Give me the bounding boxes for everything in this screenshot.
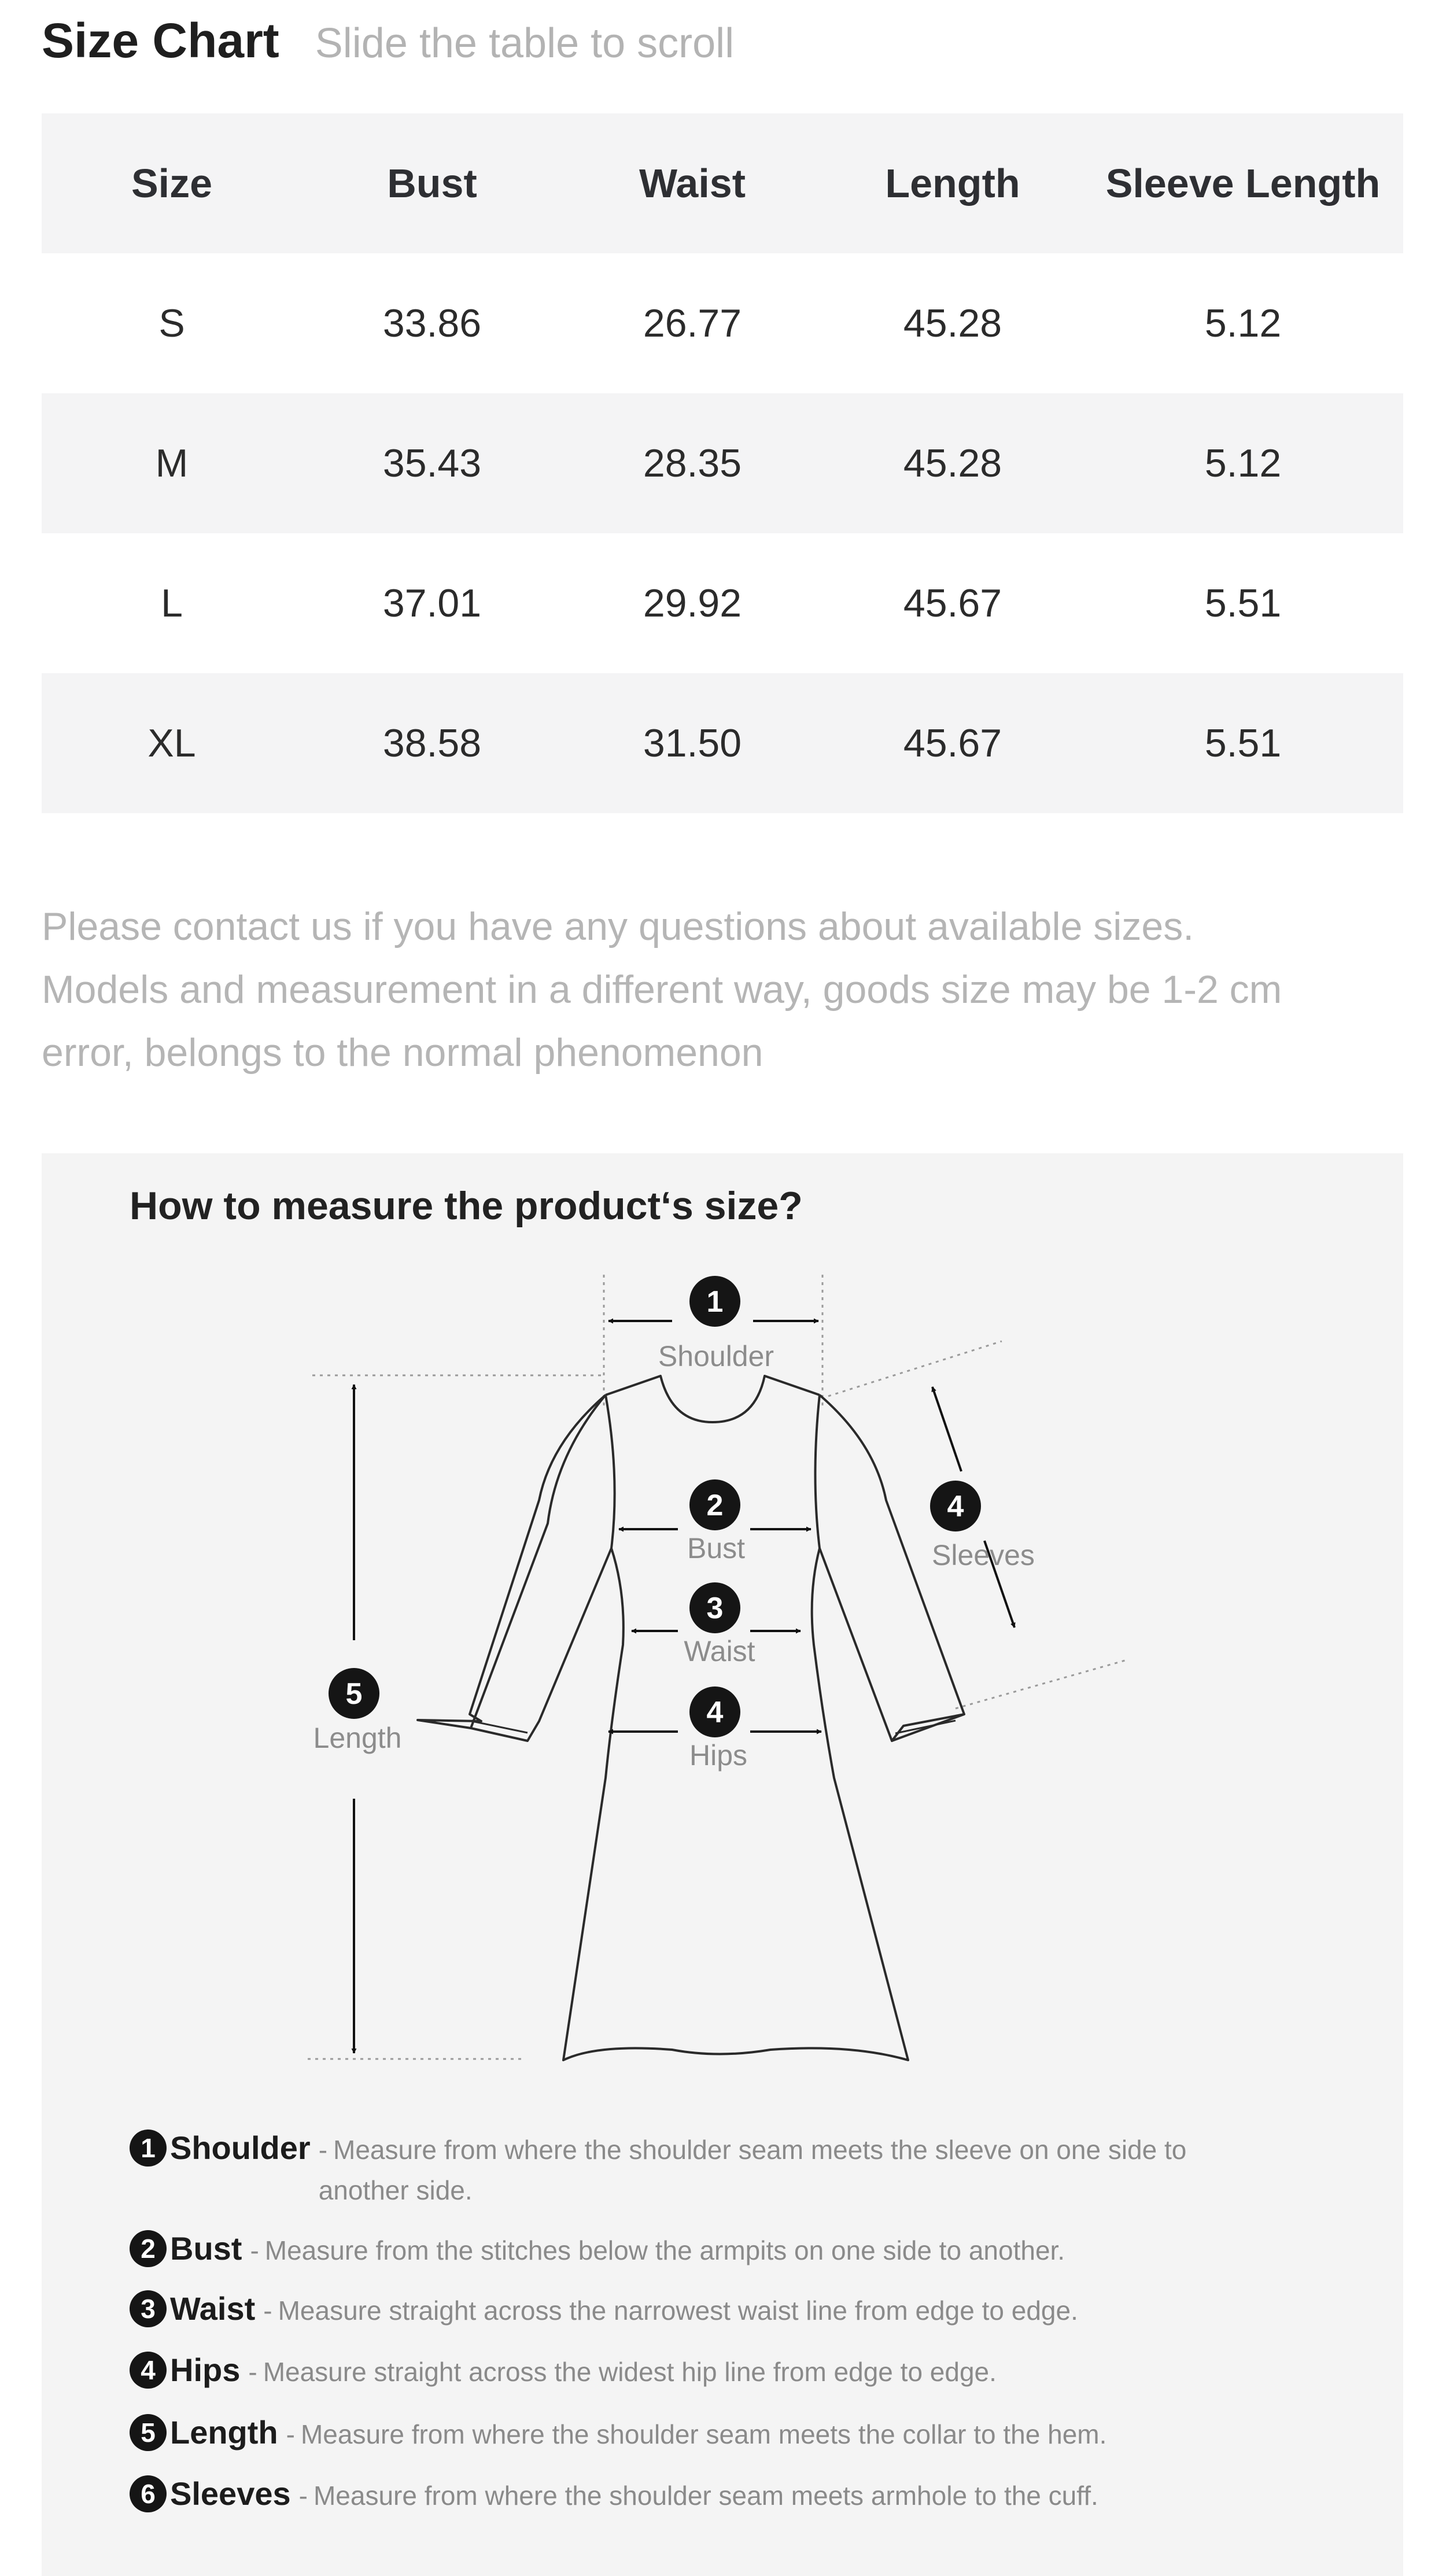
table-cell: 28.35 bbox=[643, 441, 742, 485]
legend-desc-text: Measure from where the shoulder seam meets the collar to the hem. bbox=[300, 2419, 1107, 2449]
column-header-size: Size bbox=[131, 161, 213, 206]
shoulder-label: Shoulder bbox=[658, 1340, 774, 1372]
legend-name: Shoulder bbox=[170, 2130, 311, 2166]
legend-badge: 1 bbox=[130, 2130, 167, 2167]
legend-item bbox=[130, 2352, 1373, 2392]
table-cell: S bbox=[158, 301, 185, 345]
table-row bbox=[42, 673, 1403, 813]
legend-item bbox=[130, 2130, 1373, 2210]
legend-desc: - Measure from where the shoulder seam meets armhole to the cuff. bbox=[298, 2481, 1098, 2511]
table-row bbox=[42, 253, 1403, 393]
legend-desc-text-continued: another side. bbox=[318, 2175, 473, 2205]
size-table[interactable] bbox=[42, 113, 1403, 813]
size-chart-header bbox=[42, 6, 734, 75]
table-cell: 37.01 bbox=[382, 581, 482, 625]
legend-name: Waist bbox=[170, 2290, 256, 2327]
sleeves-badge-number: 4 bbox=[947, 1490, 964, 1523]
table-row bbox=[42, 393, 1403, 533]
table-cell: 5.51 bbox=[1204, 721, 1282, 765]
table-cell: 5.12 bbox=[1204, 301, 1282, 345]
table-row bbox=[42, 533, 1403, 673]
legend-desc: - Measure from where the shoulder seam meets the sleeve on one side to another side. bbox=[318, 2135, 1187, 2205]
legend-item bbox=[130, 2414, 1373, 2455]
table-cell: 31.50 bbox=[643, 721, 742, 765]
hips-label: Hips bbox=[689, 1739, 748, 1772]
legend-desc: - Measure from where the shoulder seam meets the collar to the hem. bbox=[286, 2419, 1107, 2449]
column-header-length: Length bbox=[885, 161, 1020, 206]
notice-line: Please contact us if you have any questions about available sizes. bbox=[42, 905, 1194, 949]
legend-desc-text: Measure from where the shoulder seam meets armhole to the cuff. bbox=[313, 2481, 1098, 2511]
legend-desc-text: Measure straight across the narrowest waist line from edge to edge. bbox=[278, 2295, 1078, 2326]
legend-badge: 4 bbox=[130, 2352, 167, 2389]
notice-line: Models and measurement in a different way, goods size may be 1-2 cm bbox=[42, 968, 1282, 1012]
sleeves-label: Sleeves bbox=[932, 1539, 1035, 1571]
table-cell: 5.12 bbox=[1204, 441, 1282, 485]
size-notice bbox=[42, 895, 1418, 1084]
table-cell: 38.58 bbox=[382, 721, 482, 765]
column-header-waist: Waist bbox=[639, 161, 746, 206]
table-header-row bbox=[42, 113, 1403, 253]
table-cell: 35.43 bbox=[382, 441, 482, 485]
legend-badge: 2 bbox=[130, 2230, 167, 2267]
table-cell: M bbox=[155, 441, 189, 485]
legend-item bbox=[130, 2290, 1373, 2331]
scroll-hint: Slide the table to scroll bbox=[315, 20, 735, 67]
legend-name: Length bbox=[170, 2414, 278, 2450]
length-badge-number: 5 bbox=[345, 1677, 363, 1711]
diagram-badges bbox=[329, 1276, 981, 1737]
legend-badge: 5 bbox=[130, 2414, 167, 2451]
legend-item bbox=[130, 2475, 1373, 2516]
table-cell: 45.28 bbox=[903, 441, 1002, 485]
bust-badge-number: 2 bbox=[706, 1489, 724, 1522]
hips-badge-number: 4 bbox=[706, 1696, 724, 1729]
legend-desc-text: Measure from where the shoulder seam meets the sleeve on one side to bbox=[333, 2135, 1187, 2165]
table-cell: 45.67 bbox=[903, 721, 1002, 765]
table-cell: 26.77 bbox=[643, 301, 742, 345]
table-cell: L bbox=[161, 581, 183, 625]
legend-name: Bust bbox=[170, 2230, 242, 2267]
measure-arrows bbox=[354, 1321, 1015, 2053]
column-header-sleeve-length: Sleeve Length bbox=[1105, 161, 1381, 206]
legend-desc: - Measure straight across the narrowest waist line from edge to edge. bbox=[263, 2295, 1078, 2326]
legend-name: Hips bbox=[170, 2352, 241, 2388]
guide-title: How to measure the product‘s size? bbox=[130, 1184, 803, 1228]
shoulder-badge-number: 1 bbox=[706, 1285, 724, 1319]
legend-desc-text: Measure straight across the widest hip line from edge to edge. bbox=[263, 2357, 997, 2387]
column-header-bust: Bust bbox=[387, 161, 477, 206]
table-cell: 45.28 bbox=[903, 301, 1002, 345]
table-cell: 33.86 bbox=[382, 301, 482, 345]
table-cell: 29.92 bbox=[643, 581, 742, 625]
legend-name: Sleeves bbox=[170, 2475, 291, 2512]
table-cell: 45.67 bbox=[903, 581, 1002, 625]
length-label: Length bbox=[313, 1722, 402, 1754]
notice-line: error, belongs to the normal phenomenon bbox=[42, 1031, 763, 1075]
waist-badge-number: 3 bbox=[706, 1592, 724, 1625]
legend-badge: 6 bbox=[130, 2475, 167, 2512]
legend-badge: 3 bbox=[130, 2290, 167, 2327]
bust-label: Bust bbox=[687, 1532, 746, 1564]
table-cell: 5.51 bbox=[1204, 581, 1282, 625]
legend-item bbox=[130, 2230, 1373, 2271]
measurement-guide bbox=[42, 1153, 1403, 2576]
waist-label: Waist bbox=[684, 1635, 755, 1667]
legend-desc-text: Measure from the stitches below the armpits on one side to another. bbox=[264, 2235, 1065, 2265]
table-cell: XL bbox=[147, 721, 196, 765]
page-title: Size Chart bbox=[42, 13, 279, 68]
legend-desc: - Measure from the stitches below the armpits on one side to another. bbox=[250, 2235, 1065, 2265]
legend-desc: - Measure straight across the widest hip line from edge to edge. bbox=[248, 2357, 997, 2387]
